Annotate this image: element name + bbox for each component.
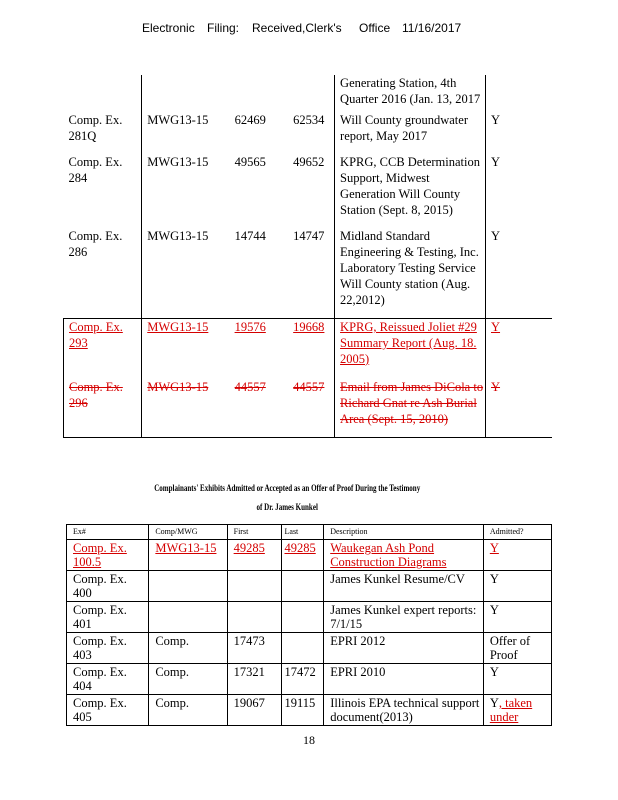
description-cell-line: James Kunkel expert reports: [330, 603, 477, 617]
exhibit-number-cell [64, 319, 142, 380]
description-line: Area (Sept. 15, 2010) [340, 412, 449, 426]
admitted-cell-line: Proof [489, 648, 518, 662]
exhibit-number-cell-line: Comp. Ex. [73, 541, 127, 555]
description-line-wrap [340, 75, 485, 91]
exhibit-number-cell-line: Comp. Ex. [73, 634, 127, 648]
bates-prefix-cell-text: MWG13-15 [147, 320, 209, 334]
description-cell [324, 602, 484, 633]
table-header-row [67, 525, 552, 540]
admitted-cell [486, 154, 553, 228]
header-date: 11/16/2017 [402, 21, 462, 35]
last-page-cell [288, 228, 334, 319]
description-line-wrap [340, 319, 485, 335]
description-cell [335, 154, 486, 228]
admitted-text: Y [491, 320, 501, 334]
description-line: KPRG, CCB Determination [340, 155, 480, 169]
description-line: Summary Report (Aug. 18. [340, 336, 477, 350]
admitted-cell [483, 664, 551, 695]
last-page-cell-text: 49285 [284, 541, 316, 555]
exhibit-number-cell [64, 154, 142, 228]
col-header-last: Last [281, 525, 324, 540]
bates-prefix-cell-text: MWG13-15 [147, 113, 209, 127]
first-page-cell [230, 112, 289, 154]
section-caption-line2: of Dr. James Kunkel [256, 502, 318, 512]
bates-prefix-cell [142, 154, 230, 228]
description-cell [324, 633, 484, 664]
first-page-cell-text: 19576 [234, 320, 266, 334]
first-page-cell [230, 154, 289, 228]
description-cell-line: 7/1/15 [330, 617, 363, 631]
first-page-cell [227, 633, 281, 664]
last-page-cell [288, 75, 334, 112]
comp-mwg-cell-text: Comp. [155, 634, 190, 648]
header-word-filing: Filing: [207, 21, 240, 35]
table-row [64, 154, 553, 228]
description-line-wrap [340, 128, 485, 144]
description-cell-line: EPRI 2010 [330, 665, 386, 679]
first-page-cell [227, 540, 281, 571]
first-page-cell-text: 14744 [234, 229, 266, 243]
description-cell [335, 379, 486, 438]
description-line-wrap [340, 260, 485, 276]
description-line-wrap [340, 154, 485, 170]
exhibit-number-cell [67, 571, 149, 602]
exhibit-number-cell [67, 540, 149, 571]
admitted-cell-line: , taken [498, 696, 533, 710]
description-line-wrap [340, 202, 485, 218]
description-cell [324, 695, 484, 726]
first-page-cell [227, 664, 281, 695]
description-cell-line: document(2013) [330, 710, 413, 724]
last-page-cell [281, 540, 324, 571]
description-cell [335, 228, 486, 319]
exhibit-number-cell-line: 401 [73, 617, 92, 631]
bates-prefix-cell [142, 228, 230, 319]
table-row [67, 633, 552, 664]
exhibit-number-cell [64, 75, 142, 112]
description-line: Support, Midwest [340, 171, 430, 185]
header-word-received: Received,Clerk's [252, 21, 342, 35]
description-line: report, May 2017 [340, 129, 428, 143]
last-page-cell [281, 695, 324, 726]
table-row [67, 695, 552, 726]
description-cell [335, 112, 486, 154]
last-page-cell [281, 664, 324, 695]
comp-mwg-cell-text: Comp. [155, 665, 190, 679]
description-line: Laboratory Testing Service [340, 261, 476, 275]
last-page-cell-text: 19115 [284, 696, 316, 710]
admitted-text: Y [491, 380, 501, 394]
exhibit-number-cell [64, 228, 142, 319]
exhibit-number-cell-line: 400 [73, 586, 92, 600]
admitted-cell [486, 75, 553, 112]
admitted-cell [483, 695, 551, 726]
description-cell [335, 75, 486, 112]
exhibit-number-cell [67, 633, 149, 664]
description-line-wrap [340, 395, 485, 411]
header-word-office: Office [359, 21, 391, 35]
description-line-wrap [340, 112, 485, 128]
comp-mwg-cell [149, 571, 227, 602]
exhibit-number-cell-text: Comp. Ex. 293 [69, 320, 123, 350]
exhibit-number-cell [67, 695, 149, 726]
exhibit-number-cell-text: Comp. Ex. 286 [68, 229, 123, 259]
description-line-wrap [340, 335, 485, 351]
description-line: Engineering & Testing, Inc. [340, 245, 479, 259]
admitted-cell-line: Offer of [489, 634, 531, 648]
table-row [67, 664, 552, 695]
description-line-wrap [340, 379, 485, 395]
bates-prefix-cell [142, 319, 230, 380]
description-line: 2005) [340, 352, 370, 366]
col-header-admitted: Admitted? [483, 525, 551, 540]
description-cell-line: Waukegan Ash Pond [330, 541, 435, 555]
admitted-cell [486, 112, 553, 154]
last-page-cell [281, 633, 324, 664]
table-row [64, 112, 553, 154]
last-page-cell [288, 379, 334, 438]
description-cell [335, 319, 486, 380]
first-page-cell [227, 695, 281, 726]
table-row [67, 540, 552, 571]
admitted-cell [486, 379, 553, 438]
description-line-wrap [340, 170, 485, 186]
first-page-cell [230, 319, 289, 380]
col-header-first: First [227, 525, 281, 540]
last-page-cell [288, 319, 334, 380]
exhibit-number-cell-text: Comp. Ex. 296 [69, 380, 123, 410]
first-page-cell [227, 602, 281, 633]
last-page-cell-text: 62534 [293, 113, 325, 127]
description-cell [324, 540, 484, 571]
description-line: Will County groundwater [340, 113, 468, 127]
admitted-cell [483, 602, 551, 633]
admitted-text: Y [491, 113, 501, 127]
description-line-wrap [340, 228, 485, 244]
header-word-electronic: Electronic [142, 21, 195, 35]
section-caption-line1: Complainants' Exhibits Admitted or Accepted as an Offer of Proof During the Testimony [154, 483, 421, 493]
description-line-wrap [340, 244, 485, 260]
col-header-description: Description [324, 525, 484, 540]
col-header-ex: Ex# [67, 525, 149, 540]
exhibit-number-cell-line: Comp. Ex. [73, 603, 127, 617]
description-line: Email from James DiCola to [340, 380, 484, 394]
bates-prefix-cell [142, 112, 230, 154]
exhibit-number-cell [64, 112, 142, 154]
admitted-cell [483, 540, 551, 571]
admitted-cell-line: Y [489, 665, 499, 679]
last-page-cell [281, 602, 324, 633]
description-line-wrap [340, 351, 485, 367]
exhibit-number-cell-line: 404 [73, 679, 92, 693]
table-row [67, 571, 552, 602]
admitted-cell [483, 571, 551, 602]
description-line: Midland Standard [340, 229, 430, 243]
first-page-cell [227, 571, 281, 602]
table-row [64, 379, 553, 438]
table-row [67, 602, 552, 633]
description-cell-line: James Kunkel Resume/CV [330, 572, 465, 586]
description-line: Quarter 2016 (Jan. 13, 2017 [340, 92, 481, 106]
exhibit-number-cell-line: 403 [73, 648, 92, 662]
last-page-cell-text: 44557 [293, 380, 325, 394]
description-line-wrap [340, 186, 485, 202]
exhibit-number-cell-line: 100.5 [73, 555, 102, 569]
first-page-cell-text: 49285 [233, 541, 265, 555]
exhibit-number-cell-text: Comp. Ex. 281Q [68, 113, 123, 143]
description-cell [324, 571, 484, 602]
bates-prefix-cell [142, 379, 230, 438]
admitted-text: Y [491, 229, 501, 243]
first-page-cell [230, 75, 289, 112]
admitted-cell [486, 228, 553, 319]
bates-prefix-cell-text: MWG13-15 [147, 229, 209, 243]
admitted-cell-line: Y [489, 696, 499, 710]
comp-mwg-cell [149, 602, 227, 633]
description-line-wrap [340, 91, 485, 107]
exhibit-number-cell [64, 379, 142, 438]
exhibit-number-cell-line: Comp. Ex. [73, 665, 127, 679]
exhibit-number-cell-line: 405 [73, 710, 92, 724]
last-page-cell [288, 154, 334, 228]
comp-mwg-cell-text: Comp. [155, 696, 190, 710]
last-page-cell [281, 571, 324, 602]
last-page-cell-text: 49652 [293, 155, 325, 169]
exhibit-number-cell-text: Comp. Ex. 284 [68, 155, 123, 185]
comp-mwg-cell [149, 540, 227, 571]
description-line: KPRG, Reissued Joliet #29 [340, 320, 477, 334]
admitted-cell [486, 319, 553, 380]
description-cell-line: Illinois EPA technical support [330, 696, 480, 710]
description-line: Generation Will County [340, 187, 461, 201]
admitted-text: Y [491, 155, 501, 169]
admitted-cell-line: under [489, 710, 519, 724]
description-line: Generating Station, 4th [340, 76, 457, 90]
last-page-cell-text: 14747 [293, 229, 325, 243]
table-row [64, 228, 553, 319]
first-page-cell-text: 17473 [233, 634, 265, 648]
description-line-wrap [340, 411, 485, 427]
exhibit-number-cell-line: Comp. Ex. [73, 572, 127, 586]
first-page-cell-text: 17321 [233, 665, 265, 679]
last-page-cell-text: 19668 [293, 320, 325, 334]
first-page-cell-text: 19067 [233, 696, 265, 710]
description-line: Station (Sept. 8, 2015) [340, 203, 453, 217]
page-number: 18 [303, 733, 315, 747]
exhibit-number-cell [67, 664, 149, 695]
comp-mwg-cell [149, 695, 227, 726]
kunkel-exhibits-table [66, 524, 552, 726]
table-row [64, 75, 553, 112]
exhibit-number-cell-line: Comp. Ex. [73, 696, 127, 710]
admitted-cell [483, 633, 551, 664]
comp-mwg-cell [149, 664, 227, 695]
description-cell [324, 664, 484, 695]
col-header-comp-mwg: Comp/MWG [149, 525, 227, 540]
table-row [64, 319, 553, 380]
first-page-cell [230, 228, 289, 319]
description-line-wrap [340, 292, 485, 308]
bates-prefix-cell-text: MWG13-15 [147, 380, 209, 394]
first-page-cell-text: 49565 [234, 155, 266, 169]
admitted-cell-line: Y [489, 572, 499, 586]
bates-prefix-cell-text: MWG13-15 [147, 155, 209, 169]
admitted-cell-line: Y [489, 541, 499, 555]
bates-prefix-cell [142, 75, 230, 112]
exhibit-number-cell [67, 602, 149, 633]
comp-mwg-cell-text: MWG13-15 [155, 541, 217, 555]
description-line-wrap [340, 276, 485, 292]
description-cell-line: Construction Diagrams [330, 555, 447, 569]
first-page-cell-text: 62469 [234, 113, 266, 127]
description-line: Will County station (Aug. [340, 277, 471, 291]
description-cell-line: EPRI 2012 [330, 634, 386, 648]
last-page-cell-text: 17472 [284, 665, 316, 679]
first-page-cell-text: 44557 [234, 380, 266, 394]
exhibits-table-continued [63, 75, 552, 438]
last-page-cell [288, 112, 334, 154]
admitted-cell-line: Y [489, 603, 499, 617]
description-line: 22,2012) [340, 293, 385, 307]
first-page-cell [230, 379, 289, 438]
description-line: Richard Gnat re Ash Burial [340, 396, 477, 410]
comp-mwg-cell [149, 633, 227, 664]
